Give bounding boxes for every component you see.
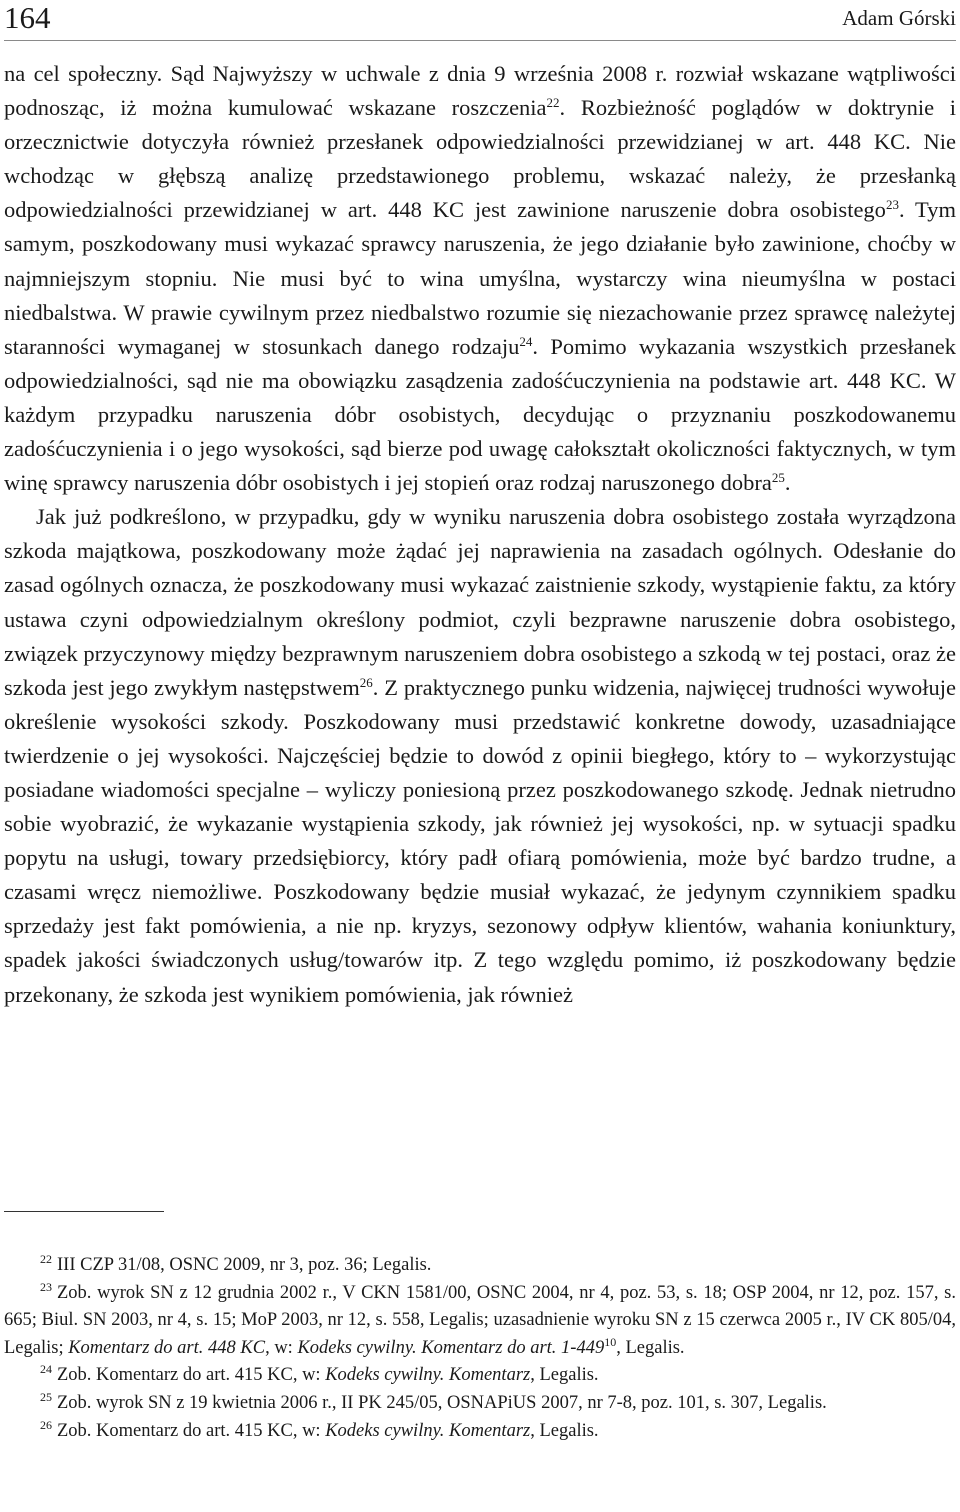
- footnote-26: [4, 1418, 956, 1446]
- footnote-text: , Legalis.: [616, 1337, 685, 1358]
- running-head-author: Adam Górski: [842, 6, 956, 30]
- paragraph-text: . Z praktycznego punku widzenia, najwięcej trudności wywołuje określenie wysokości szkody. Poszkodowany musi przedstawić konkretne dowody, uzasadniające twierdzenie o jej wysokości. Najczęściej będzie to dowód z opinii biegłego, który to – wykorzystując posiadane wiadomości specjalne – wyliczy poniesioną przez poszkodowanego szkodę. Jednak nietrudno sobie wyobrazić, że wykazanie wystąpienia szkody, jak również jej wysokości, np. w sytuacji spadku popytu na usługi, towary przedsiębiorcy, który padł ofiarą pomówienia, może być bardzo trudne, a czasami wręcz niemożliwe. Poszkodowany będzie musiał wykazać, że jedynym czynnikiem spadku sprzedaży jest fakt pomówienia, a nie np. kryzys, sezonowy odpływ klientów, wahania koniunktury, spadek jakości świadczonych usług/towarów itp. Z tego względu pomimo, iż poszkodowany będzie przekonany, że szkoda jest wynikiem pomówienia, jak również: [4, 674, 956, 1007]
- footnote-ref-25[interactable]: 25: [771, 470, 785, 486]
- footnote-italic-title: Kodeks cywilny. Komentarz: [325, 1420, 531, 1441]
- footnote-italic-title: Komentarz do art. 448 KC: [68, 1337, 266, 1358]
- footnote-number: 24: [40, 1362, 52, 1377]
- running-header: [4, 0, 956, 41]
- footnote-22: [4, 1252, 956, 1280]
- paragraph-text: Jak już podkreślono, w przypadku, gdy w wyniku naruszenia dobra osobistego została wyrządzona szkoda majątkowa, poszkodowany może żądać jej naprawienia na zasadach ogólnych. Odesłanie do zasad ogólnych oznacza, że poszkodowany musi wykazać zaistnienie szkody, wystąpienie faktu, za który ustawa czyni odpowiedzialnym określony podmiot, czyli bezprawne naruszenie dobra osobistego, związek przyczynowy między bezprawnym naruszeniem dobra osobistego a szkodą w tej postaci, oraz że szkoda jest jego zwykłym następstwem: [4, 504, 956, 700]
- paragraph: [4, 500, 956, 1011]
- footnote-text: Zob. wyrok SN z 12 grudnia 2002 r., V CKN 1581/00, OSNC 2004, nr 4, poz. 53, s. 18; OSP 2004, nr 12, poz. 157, s. 665; Biul. SN 2003, nr 4, s. 15; MoP 2003, nr 12, s. 558, Legalis; uzasadnienie wyroku SN z 15 czerwca 2005 r., IV CK 805/04, Legalis;: [4, 1282, 956, 1358]
- footnote-text: , Legalis.: [530, 1365, 599, 1386]
- footnote-number: 22: [40, 1252, 52, 1266]
- paragraph: [4, 57, 956, 500]
- paragraph-text: . Tym samym, poszkodowany musi wykazać sprawcy naruszenia, że jego działanie było zawinione, choćby w najmniejszym stopniu. Nie musi być to wina umyślna, wystarczy wina nieumyślna w postaci niedbalstwa. W prawie cywilnym przez niedbalstwo rozumie się niezachowanie przez sprawcę należytej staranności wymaganej w stosunkach danego rodzaju: [4, 197, 956, 359]
- footnote-text: Zob. wyrok SN z 19 kwietnia 2006 r., II PK 245/05, OSNAPiUS 2007, nr 7-8, poz. 101, s. 307, Legalis.: [57, 1392, 827, 1413]
- footnotes: [4, 1252, 956, 1445]
- paragraph-text: . Pomimo wykazania wszystkich przesłanek odpowiedzialności, sąd nie ma obowiązku zasądzenia zadośćuczynienia na podstawie art. 448 KC. W każdym przypadku naruszenia dóbr osobistych, decydując o przyznaniu poszkodowanemu zadośćuczynienia i o jego wysokości, sąd bierze pod uwagę całokształt okoliczności faktycznych, w tym winę sprawcy naruszenia dóbr osobistych i jej stopień oraz rodzaj naruszonego dobra: [4, 333, 956, 496]
- footnote-italic-title: Kodeks cywilny. Komentarz do art. 1-449: [297, 1337, 605, 1358]
- footnote-number: 26: [40, 1417, 52, 1432]
- footnote-text: Zob. Komentarz do art. 415 KC, w:: [57, 1365, 326, 1386]
- footnote-ref-26[interactable]: 26: [359, 674, 373, 690]
- paragraph-text: . Rozbieżność poglądów w doktrynie i orzecznictwie dotyczyła również przesłanek odpowiedzialności przewidzianej w art. 448 KC. Nie wchodząc w głębszą analizę przedstawionego problemu, wskazać należy, że przesłanką odpowiedzialności przewidzianej w art. 448 KC jest zawinione naruszenie dobra osobistego: [4, 95, 956, 223]
- footnote-text: Zob. Komentarz do art. 415 KC, w:: [57, 1420, 326, 1441]
- footnote-ref-24[interactable]: 24: [519, 333, 533, 349]
- body-text: [4, 57, 956, 1012]
- footnote-text: III CZP 31/08, OSNC 2009, nr 3, poz. 36; Legalis.: [57, 1255, 432, 1275]
- footnote-italic-title: Kodeks cywilny. Komentarz: [325, 1365, 531, 1386]
- paragraph-text: .: [784, 470, 791, 496]
- footnote-number: 23: [40, 1279, 52, 1294]
- footnote-23: [4, 1280, 956, 1363]
- footnote-number: 25: [40, 1389, 52, 1404]
- footnote-text: , Legalis.: [530, 1420, 599, 1441]
- footnote-separator: [4, 1211, 164, 1212]
- paragraph-text: na cel społeczny. Sąd Najwyższy w uchwale z dnia 9 września 2008 r. rozwiał wskazane wątpliwości podnosząc, iż można kumulować wskazane roszczenia: [4, 61, 956, 121]
- footnote-text: , w:: [265, 1337, 298, 1358]
- page-number: 164: [4, 0, 51, 35]
- footnote-ref-23[interactable]: 23: [885, 197, 899, 213]
- footnote-25: [4, 1390, 956, 1418]
- edition-superscript: 10: [604, 1334, 617, 1349]
- footnote-24: [4, 1362, 956, 1390]
- footnote-ref-22[interactable]: 22: [546, 95, 560, 111]
